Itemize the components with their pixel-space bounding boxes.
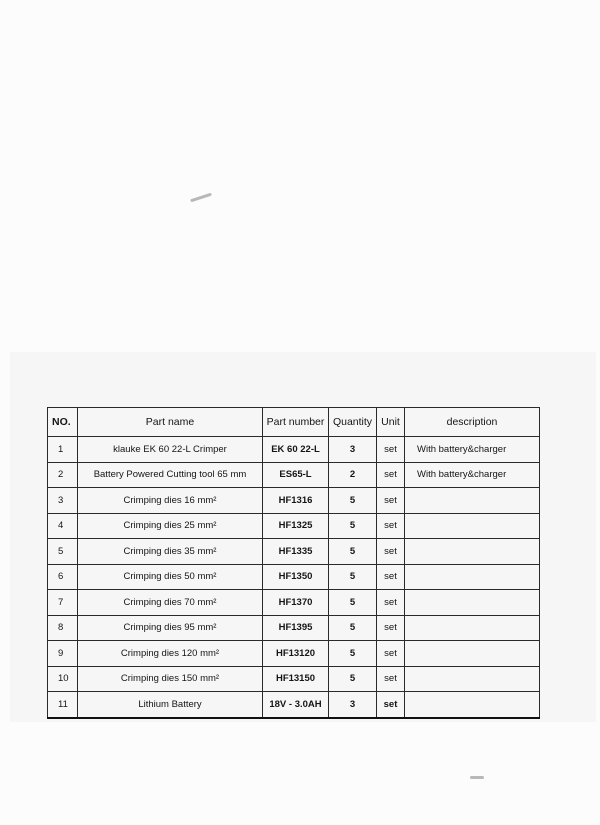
parts-table — [47, 407, 540, 719]
cell-part-number: HF1370 — [263, 590, 329, 616]
cell-part-number: HF13150 — [263, 666, 329, 692]
table-row — [48, 564, 540, 590]
cell-part-name: Crimping dies 120 mm² — [78, 641, 263, 667]
cell-no: 2 — [48, 462, 78, 488]
table-row — [48, 590, 540, 616]
cell-quantity: 3 — [329, 437, 377, 463]
cell-part-name: Crimping dies 25 mm² — [78, 513, 263, 539]
cell-no: 5 — [48, 539, 78, 565]
header-part-name: Part name — [78, 408, 263, 437]
cell-description — [405, 641, 540, 667]
cell-description — [405, 488, 540, 514]
cell-quantity: 3 — [329, 692, 377, 718]
cell-quantity: 5 — [329, 513, 377, 539]
cell-unit: set — [377, 488, 405, 514]
cell-description — [405, 564, 540, 590]
cell-unit: set — [377, 462, 405, 488]
cell-part-name: klauke EK 60 22-L Crimper — [78, 437, 263, 463]
cell-no: 10 — [48, 666, 78, 692]
cell-description — [405, 615, 540, 641]
table-row — [48, 666, 540, 692]
cell-quantity: 5 — [329, 666, 377, 692]
cell-part-name: Crimping dies 50 mm² — [78, 564, 263, 590]
cell-no: 7 — [48, 590, 78, 616]
cell-part-number: 18V - 3.0AH — [263, 692, 329, 718]
header-quantity: Quantity — [329, 408, 377, 437]
cell-part-name: Crimping dies 35 mm² — [78, 539, 263, 565]
cell-description — [405, 513, 540, 539]
scan-speck — [190, 193, 212, 203]
cell-description — [405, 666, 540, 692]
scan-speck — [470, 776, 484, 779]
cell-part-name: Lithium Battery — [78, 692, 263, 718]
cell-no: 6 — [48, 564, 78, 590]
cell-part-number: HF13120 — [263, 641, 329, 667]
cell-no: 8 — [48, 615, 78, 641]
cell-no: 1 — [48, 437, 78, 463]
cell-unit: set — [377, 666, 405, 692]
cell-part-name: Crimping dies 16 mm² — [78, 488, 263, 514]
cell-unit: set — [377, 513, 405, 539]
cell-part-name: Battery Powered Cutting tool 65 mm — [78, 462, 263, 488]
cell-quantity: 5 — [329, 615, 377, 641]
cell-unit: set — [377, 564, 405, 590]
header-no: NO. — [48, 408, 78, 437]
cell-part-number: HF1395 — [263, 615, 329, 641]
header-unit: Unit — [377, 408, 405, 437]
cell-quantity: 5 — [329, 539, 377, 565]
cell-part-number: HF1325 — [263, 513, 329, 539]
cell-part-name: Crimping dies 95 mm² — [78, 615, 263, 641]
table-row — [48, 488, 540, 514]
table-header-row — [48, 408, 540, 437]
table-row — [48, 513, 540, 539]
cell-description — [405, 692, 540, 718]
cell-part-name: Crimping dies 150 mm² — [78, 666, 263, 692]
cell-unit: set — [377, 692, 405, 718]
cell-quantity: 5 — [329, 590, 377, 616]
cell-no: 9 — [48, 641, 78, 667]
cell-no: 4 — [48, 513, 78, 539]
cell-unit: set — [377, 437, 405, 463]
cell-part-number: ES65-L — [263, 462, 329, 488]
table-row — [48, 692, 540, 718]
cell-unit: set — [377, 641, 405, 667]
table-row — [48, 641, 540, 667]
cell-no: 3 — [48, 488, 78, 514]
cell-description: With battery&charger — [405, 437, 540, 463]
table-row — [48, 437, 540, 463]
cell-part-name: Crimping dies 70 mm² — [78, 590, 263, 616]
cell-part-number: HF1316 — [263, 488, 329, 514]
cell-unit: set — [377, 539, 405, 565]
cell-unit: set — [377, 615, 405, 641]
cell-quantity: 5 — [329, 641, 377, 667]
cell-quantity: 5 — [329, 564, 377, 590]
cell-description — [405, 590, 540, 616]
cell-unit: set — [377, 590, 405, 616]
cell-no: 11 — [48, 692, 78, 718]
cell-part-number: HF1335 — [263, 539, 329, 565]
cell-part-number: HF1350 — [263, 564, 329, 590]
cell-quantity: 2 — [329, 462, 377, 488]
header-part-number: Part number — [263, 408, 329, 437]
cell-description: With battery&charger — [405, 462, 540, 488]
cell-part-number: EK 60 22-L — [263, 437, 329, 463]
table-row — [48, 615, 540, 641]
cell-description — [405, 539, 540, 565]
table-row — [48, 462, 540, 488]
cell-quantity: 5 — [329, 488, 377, 514]
header-description: description — [405, 408, 540, 437]
table-row — [48, 539, 540, 565]
